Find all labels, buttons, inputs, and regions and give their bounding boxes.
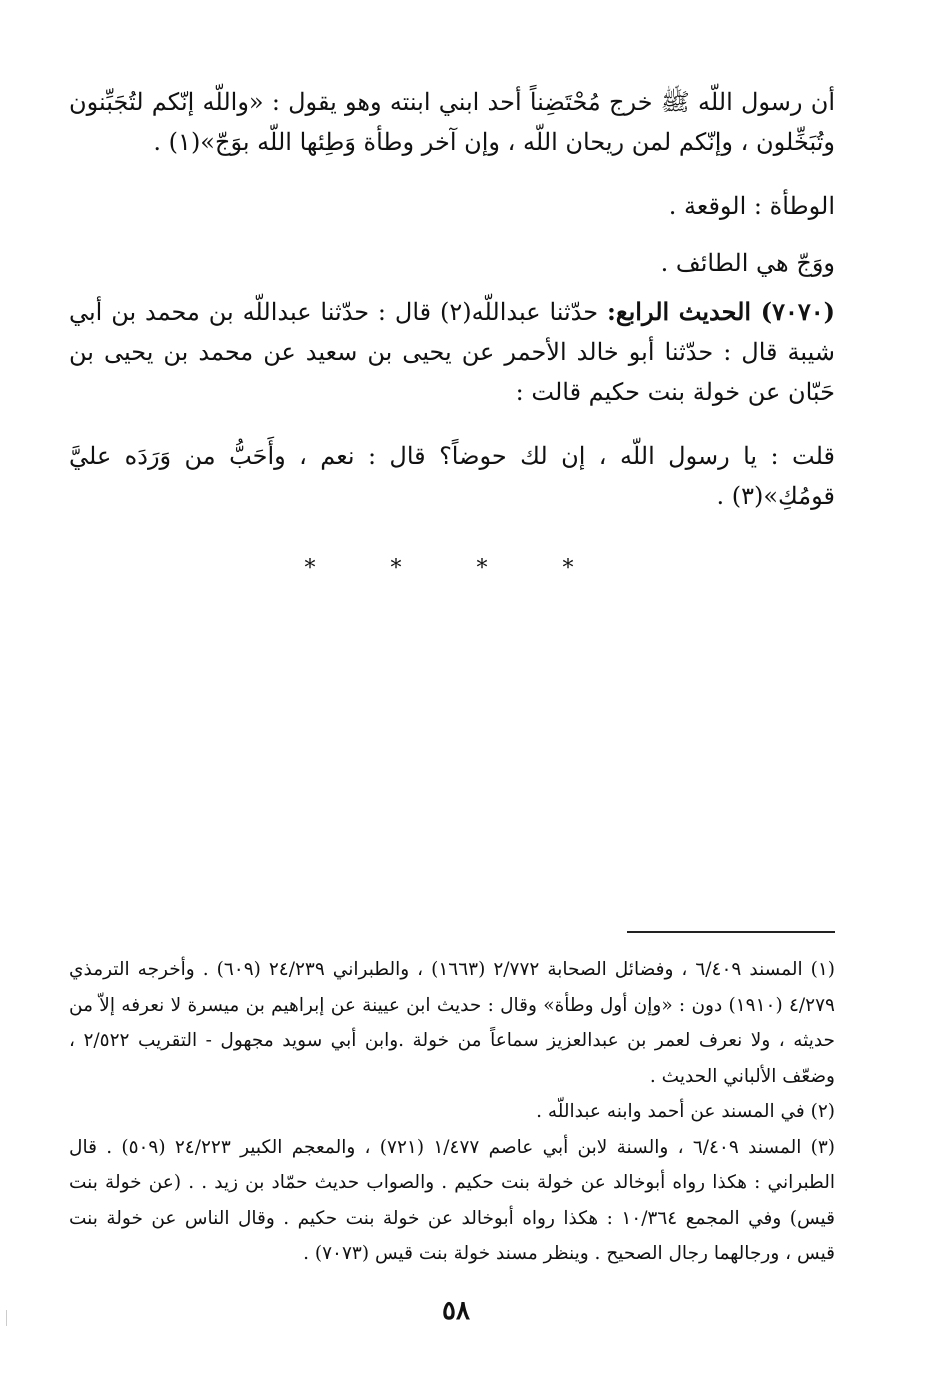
hadith-isnad: حدّثنا عبداللّه(٢) قال : حدّثنا عبداللّه بن محمد بن أبي شيبة قال : حدّثنا أبو خالد الأحمر عن يحيى بن سعيد عن محمد بن يحيى بن حَبّان عن خولة بنت حكيم قالت : <box>69 298 835 406</box>
page-number: ٥٨ <box>442 1296 470 1326</box>
paragraph-definition-watah <box>69 186 835 226</box>
footnotes <box>69 952 835 1272</box>
paragraph-hadith-matn <box>69 436 835 516</box>
scan-margin-mark <box>6 1310 7 1326</box>
footnote-divider <box>627 931 835 933</box>
paragraph-text: الوطأة : الوقعة . <box>668 192 835 220</box>
paragraph-text <box>69 292 835 412</box>
footnote-2: (٢) في المسند عن أحمد وابنه عبداللّه . <box>536 1101 835 1122</box>
paragraph-hadith-four <box>69 292 835 412</box>
paragraph-text: قلت : يا رسول اللّه ، إن لك حوضاً؟ قال : نعم ، وأَحَبُّ من وَرَدَه عليَّ قومُكِ»(٣) . <box>69 442 835 510</box>
paragraph-definition-wajj <box>69 243 835 283</box>
footnote-3: (٣) المسند ٦/٤٠٩ ، والسنة لابن أبي عاصم ١/٤٧٧ (٧٢١) ، والمعجم الكبير ٢٤/٢٢٣ (٥٠٩) . قال الطبراني : هكذا رواه أبوخالد عن خولة بنت حكيم . والصواب حديث حمّاد بن زيد . . (عن خولة بنت قيس) وفي المجمع ١٠/٣٦٤ : هكذا رواه أبوخالد عن خولة بنت حكيم . وقال الناس عن خولة بنت قيس ، ورجالهما رجال الصحيح . وينظر مسند خولة بنت قيس (٧٠٧٣) . <box>69 1136 835 1264</box>
paragraph-text: أن رسول اللّه ﷺ خرج مُحْتَضِناً أحد ابني ابنته وهو يقول : «واللّه إنّكم لتُجَبِّنون وتُبَخِّلون ، وإنّكم لمن ريحان اللّه ، وإن آخر وطأة وَطِئها اللّه بوَجّ»(١) . <box>69 88 836 156</box>
hadith-heading: (٧٠٧٠) الحديث الرابع: <box>606 297 835 326</box>
footnote-1: (١) المسند ٦/٤٠٩ ، وفضائل الصحابة ٢/٧٧٢ (١٦٦٣) ، والطبراني ٢٤/٢٣٩ (٦٠٩) . وأخرجه الترمذي ٤/٢٧٩ (١٩١٠) دون : «وإن أول وطأة» وقال : حديث ابن عيينة عن إبراهيم بن ميسرة لا نعرفه إلاّ من حديثه ، ولا نعرف لعمر بن عبدالعزيز سماعاً من خولة .وابن أبي سويد مجهول - التقريب ٢/٥٢٢ ، وضعّف الألباني الحديث . <box>69 959 835 1087</box>
paragraph-text: ووَجّ هي الطائف . <box>660 249 835 277</box>
section-separator: * * * * <box>304 556 608 581</box>
paragraph-hadith-text <box>69 82 835 162</box>
